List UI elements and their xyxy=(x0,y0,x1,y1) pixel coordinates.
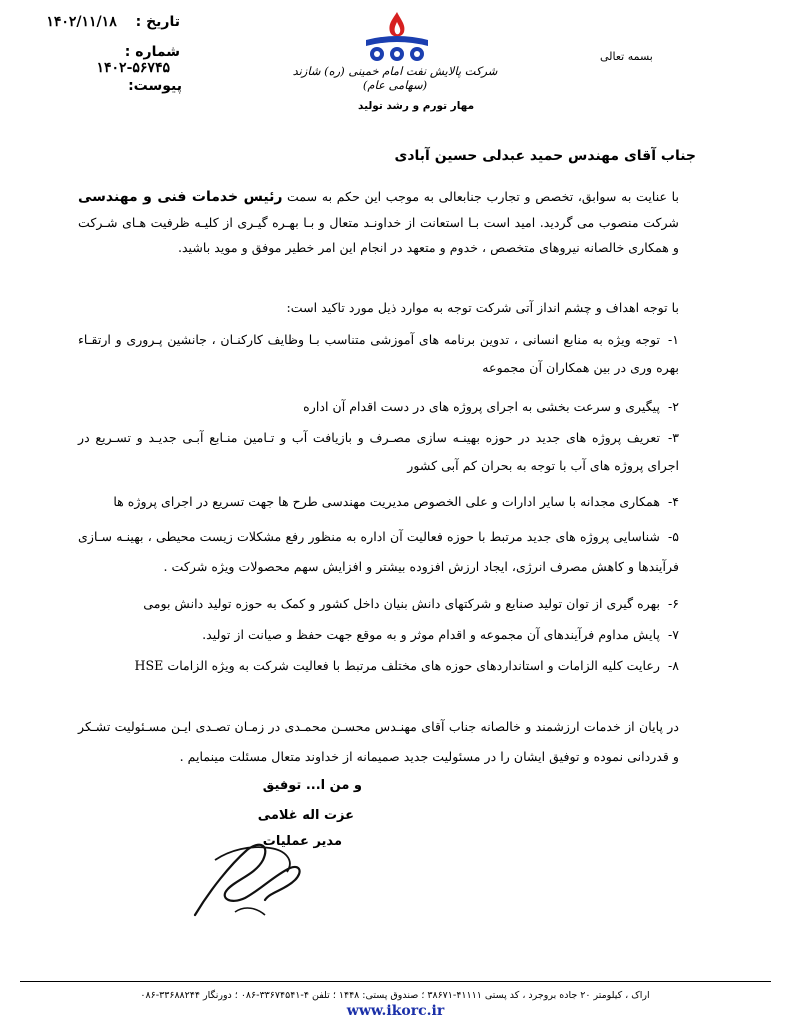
number-value: ۱۴۰۲-۵۶۷۴۵ xyxy=(96,60,170,76)
para1-part1: با عنایت به سوابق، تخصص و تجارب جنابعالی به موجب این حکم به سمت xyxy=(282,189,679,204)
attachment-row xyxy=(122,78,182,94)
footer-address: اراک ، کیلومتر ۲۰ جاده بروجرد ، کد پستی ۴۱۱۱۱-۳۸۶۷۱ ؛ صندوق پستی: ۱۴۴۸ ؛ تلفن ۴-۳۳۶۷۴۵۴۱-۰۸۶ ؛ دورنگار ۳۳۶۸۸۲۴۴-۰۸۶ xyxy=(140,990,650,1001)
number-row xyxy=(40,44,180,76)
list-item: ۳-تعریف پروژه های جدید در حوزه بهینـه سازی مصـرف و بازیافت آب و تـامین منـابع آبـی جدیـد و تسـریع در اجرای پروژه های آب با توجه به بحران کم آبی کشور xyxy=(78,430,679,473)
list-item: ۵-شناسایی پروژه های جدید مرتبط با حوزه فعالیت آن اداره به منظور رفع مشکلات زیست محیطی ، بهینـه سـازی فرآیندها و کاهش مصرف انرژی، ایجاد ارزش افزوده بیشتر و افزایش سهم محصولات ویژه شرکت . xyxy=(78,529,679,574)
date-value: ۱۴۰۲/۱۱/۱۸ xyxy=(46,14,117,30)
footer-divider xyxy=(20,981,771,982)
date-row xyxy=(40,14,180,30)
intro-line: با توجه اهداف و چشم انداز آتی شرکت توجه به موارد ذیل مورد تاکید است: xyxy=(286,300,679,315)
list-item: ۸-رعایت کلیه الزامات و استانداردهای حوزه های مختلف مرتبط با فعالیت شرکت به ویژه الزامات HSE xyxy=(134,658,679,673)
basmala: بسمه تعالی xyxy=(600,50,653,63)
handwritten-signature xyxy=(175,820,315,930)
closing-phrase: و من ا... توفیق xyxy=(262,778,362,793)
attachment-label: پیوست: xyxy=(128,78,182,94)
company-logo xyxy=(352,10,442,66)
footer-website[interactable]: www.ikorc.ir xyxy=(346,1003,445,1019)
slogan: مهار تورم و رشد تولید xyxy=(358,100,475,112)
date-label: تاریخ : xyxy=(135,14,180,30)
list-item: ۴-همکاری مجدانه با سایر ادارات و علی الخصوص مدیریت مهندسی طرح ها جهت تسریع در اجرای پروژه ها xyxy=(113,494,679,509)
list-item: ۱-توجه ویژه به منابع انسانی ، تدوین برنامه های آموزشی متناسب بـا وظایف کارکنـان ، جانشین پـروری و ارتقـاء بهره وری در بین همکاران آن مجموعه xyxy=(78,332,679,375)
logo-flame-icon xyxy=(352,10,442,66)
recipient-title: جناب آقای مهندس حمید عبدلی حسین آبادی xyxy=(394,148,696,164)
signatory-position: مدیر عملیات xyxy=(262,834,342,849)
signatory-name: عزت اله غلامی xyxy=(257,808,354,823)
para1-part2: شرکت منصوب می گردید. امید است بـا استعانت از خداونـد متعال و بـا بهـره گیـری از کلیـه ظرفیت هـای شـرکت و همکاری خالصانه نیروهای متخصص ، خدوم و متعهد در انجام این امر خطیر موفق و موید باشید. xyxy=(78,215,679,255)
closing-paragraph: در پایان از خدمات ارزشمند و خالصانه جناب آقای مهنـدس محسـن محمـدی در زمـان تصـدی ایـن مسـئولیت تشـکر و قدردانی نموده و توفیق ایشان را در مسئولیت جدید صمیمانه از خداوند متعال مسئلت مینمایم . xyxy=(78,719,679,764)
number-label: شماره : xyxy=(124,44,180,60)
position-title: رئیس خدمات فنی و مهندسی xyxy=(78,189,283,205)
company-name: شرکت پالایش نفت امام خمینی (ره) شازند (سهامی عام) xyxy=(292,64,498,92)
list-item: ۶-بهره گیری از توان تولید صنایع و شرکتهای دانش بنیان داخل کشور و کمک به حوزه تولید دانش بومی xyxy=(143,596,679,611)
list-item: ۲-پیگیری و سرعت بخشی به اجرای پروژه های در دست اقدام آن اداره xyxy=(303,399,679,414)
intro-paragraph xyxy=(78,184,679,260)
list-item: ۷-پایش مداوم فرآیندهای آن مجموعه و اقدام موثر و به موقع جهت حفظ و صیانت از تولید. xyxy=(202,627,679,642)
